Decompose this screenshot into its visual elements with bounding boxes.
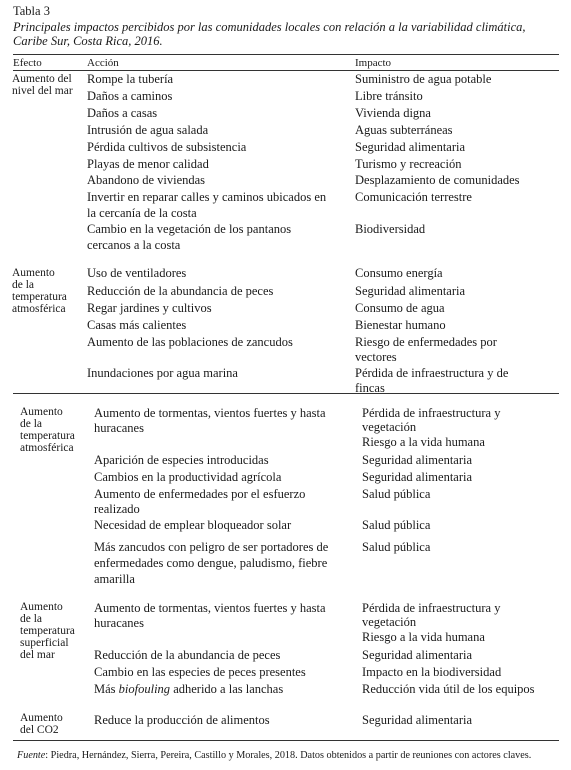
section-rule (13, 393, 559, 394)
effect-label: Aumento del (12, 73, 72, 85)
action-cell: Cambio en las especies de peces presentes (94, 665, 306, 679)
impact-cell: vegetación (362, 615, 417, 629)
action-cell: enfermedades como dengue, paludismo, fiebre (94, 556, 328, 570)
impact-cell: Consumo energía (355, 266, 443, 280)
impact-cell: Seguridad alimentaria (362, 648, 473, 662)
impact-cell: Impacto en la biodiversidad (362, 665, 502, 679)
impact-cell: vegetación (362, 420, 417, 434)
impact-cell: Seguridad alimentaria (355, 284, 466, 298)
impact-cell: Pérdida de infraestructura y (362, 601, 501, 615)
impact-cell: Reducción vida útil de los equipos (362, 682, 535, 696)
action-text: adherido a las lanchas (170, 682, 284, 696)
action-cell: Regar jardines y cultivos (87, 301, 212, 315)
action-cell: Inundaciones por agua marina (87, 366, 238, 380)
effect-label: Aumento (20, 712, 63, 724)
impact-cell: Libre tránsito (355, 89, 423, 103)
action-cell: Playas de menor calidad (87, 157, 209, 171)
impact-cell: Desplazamiento de comunidades (355, 173, 520, 187)
effect-label: Aumento (12, 267, 55, 279)
effect-label: atmosférica (20, 442, 74, 454)
effect-label: del mar (20, 649, 55, 661)
bottom-rule (13, 740, 559, 741)
header-rule (13, 70, 559, 71)
action-cell: Cambios en la productividad agrícola (94, 470, 282, 484)
effect-label: Aumento (20, 601, 63, 613)
impact-cell: Turismo y recreación (355, 157, 462, 171)
action-cell: Aumento de tormentas, vientos fuertes y hasta (94, 406, 326, 420)
action-cell: cercanos a la costa (87, 238, 181, 252)
impact-cell: Riesgo a la vida humana (362, 435, 485, 449)
impact-cell: Suministro de agua potable (355, 72, 492, 86)
impact-cell: Aguas subterráneas (355, 123, 453, 137)
impact-cell: Seguridad alimentaria (362, 713, 473, 727)
impact-cell: vectores (355, 350, 397, 364)
impact-cell: Seguridad alimentaria (355, 140, 466, 154)
effect-label: nivel del mar (12, 85, 73, 97)
action-cell: Invertir en reparar calles y caminos ubicados en (87, 190, 327, 204)
effect-label: de la (12, 279, 35, 291)
impact-cell: Salud pública (362, 518, 431, 532)
effect-label: temperatura (12, 291, 67, 303)
impact-cell: Salud pública (362, 487, 431, 501)
action-cell: Daños a caminos (87, 89, 173, 103)
action-cell: Daños a casas (87, 106, 158, 120)
action-text: Más (94, 682, 119, 696)
effect-label: superficial (20, 637, 69, 649)
effect-label: del CO2 (20, 724, 59, 736)
action-cell: Cambio en la vegetación de los pantanos (87, 222, 292, 236)
action-cell: Más zancudos con peligro de ser portadores de (94, 540, 329, 554)
action-cell: Abandono de viviendas (87, 173, 206, 187)
action-cell: Casas más calientes (87, 318, 187, 332)
effect-label: de la (20, 613, 43, 625)
action-cell: la cercanía de la costa (87, 206, 197, 220)
action-cell: Reducción de la abundancia de peces (87, 284, 274, 298)
action-cell: huracanes (94, 421, 144, 435)
action-cell: Aumento de tormentas, vientos fuertes y hasta (94, 601, 326, 615)
action-cell: Uso de ventiladores (87, 266, 187, 280)
table-caption: Principales impactos percibidos por las comunidades locales con relación a la variabilidad climática, Caribe Sur, Costa Rica, 2016. (13, 20, 526, 48)
impact-cell: Salud pública (362, 540, 431, 554)
action-cell: Reduce la producción de alimentos (94, 713, 270, 727)
effect-label: de la (20, 418, 43, 430)
effect-label: Aumento (20, 406, 63, 418)
action-cell: Aumento de enfermedades por el esfuerzo (94, 487, 306, 501)
action-cell: realizado (94, 502, 140, 516)
impact-cell: Seguridad alimentaria (362, 470, 473, 484)
action-cell: Reducción de la abundancia de peces (94, 648, 281, 662)
action-cell: huracanes (94, 616, 144, 630)
impact-cell: Pérdida de infraestructura y (362, 406, 501, 420)
header-action: Acción (87, 57, 119, 69)
impact-cell: Bienestar humano (355, 318, 446, 332)
impact-cell: Riesgo de enfermedades por (355, 335, 497, 349)
impact-cell: Biodiversidad (355, 222, 426, 236)
action-cell: Intrusión de agua salada (87, 123, 209, 137)
action-cell (94, 682, 283, 697)
impact-cell: Seguridad alimentaria (362, 453, 473, 467)
action-italic-term: biofouling (118, 682, 171, 696)
action-cell: amarilla (94, 572, 135, 586)
effect-label: temperatura (20, 625, 75, 637)
header-effect: Efecto (13, 57, 42, 69)
table-label: Tabla 3 (13, 4, 50, 18)
impact-cell: Pérdida de infraestructura y de (355, 366, 509, 380)
action-cell: Necesidad de emplear bloqueador solar (94, 518, 292, 532)
top-rule (13, 54, 559, 55)
impact-cell: Vivienda digna (355, 106, 431, 120)
action-cell: Aparición de especies introducidas (94, 453, 269, 467)
impact-cell: Comunicación terrestre (355, 190, 472, 204)
action-cell: Aumento de las poblaciones de zancudos (87, 335, 293, 349)
effect-label: atmosférica (12, 303, 66, 315)
source-note (17, 750, 531, 761)
impact-cell: Consumo de agua (355, 301, 445, 315)
impact-cell: Riesgo a la vida humana (362, 630, 485, 644)
source-label: Fuente (17, 750, 46, 761)
source-text: : Piedra, Hernández, Sierra, Pereira, Castillo y Morales, 2018. Datos obtenidos a partir de reuniones con actores claves. (45, 750, 532, 761)
header-impact: Impacto (355, 57, 392, 69)
impact-cell: fincas (355, 381, 385, 395)
action-cell: Pérdida cultivos de subsistencia (87, 140, 247, 154)
action-cell: Rompe la tubería (87, 72, 174, 86)
effect-label: temperatura (20, 430, 75, 442)
